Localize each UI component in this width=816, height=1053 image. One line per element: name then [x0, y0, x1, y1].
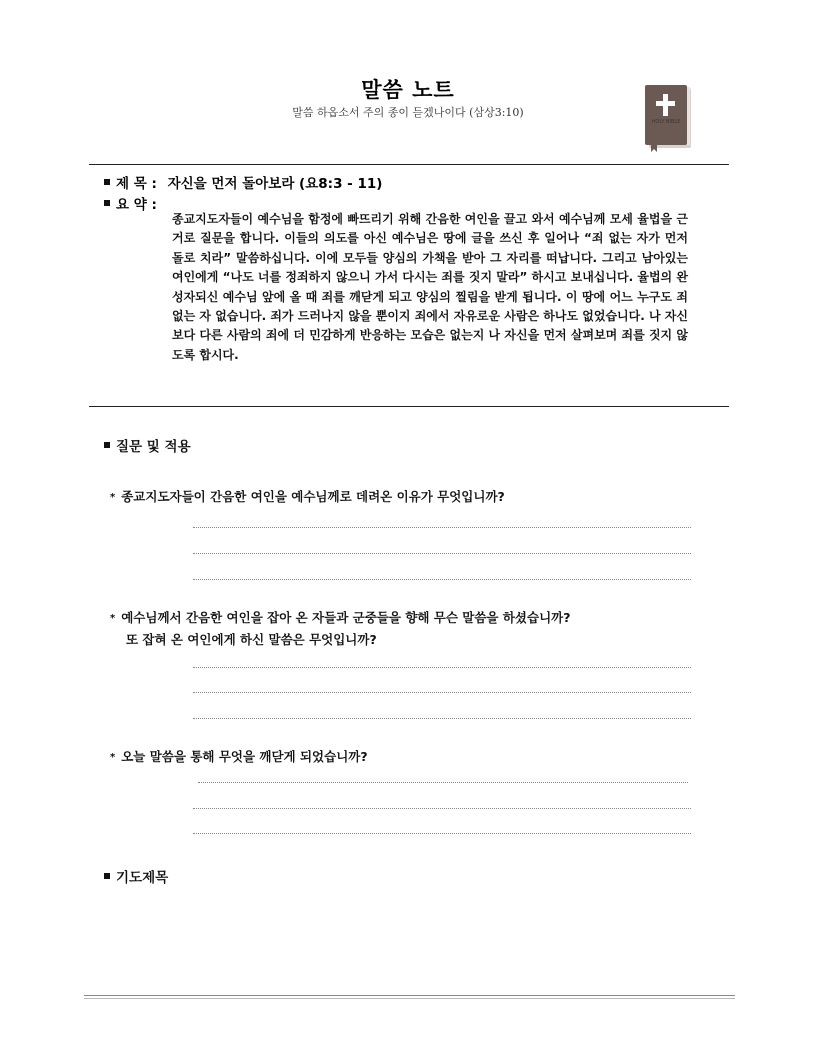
answer-line-2c[interactable] — [193, 718, 691, 719]
answer-line-2b[interactable] — [193, 692, 691, 693]
answer-line-3b[interactable] — [193, 808, 691, 809]
summary-label-row — [104, 193, 157, 213]
title-label: 제 목 : — [116, 176, 157, 192]
summary-divider — [89, 406, 729, 407]
footer-rule-bottom — [84, 998, 735, 999]
question-1 — [110, 487, 710, 509]
bullet-square-icon — [104, 873, 110, 879]
bullet-square-icon — [104, 442, 110, 448]
prayer-section-label: 기도제목 — [116, 870, 169, 886]
answer-line-1a[interactable] — [193, 527, 691, 528]
answer-line-3a[interactable] — [198, 782, 688, 783]
star-icon: * — [110, 613, 116, 624]
question-2-text-line2: 또 잡혀 온 여인에게 하신 말씀은 무엇입니까? — [126, 632, 377, 647]
prayer-section-heading — [104, 866, 168, 886]
star-icon: * — [110, 492, 116, 503]
bible-cover-text: HOLY BIBLE — [651, 119, 681, 125]
page-title: 말씀 노트 — [361, 78, 455, 102]
header-divider — [89, 164, 729, 165]
question-2-text-line1: 예수님께서 간음한 여인을 잡아 온 자들과 군중들을 향해 무슨 말씀을 하셨습니까? — [121, 610, 571, 625]
questions-section-label: 질문 및 적용 — [116, 439, 191, 455]
bullet-square-icon — [104, 179, 110, 185]
sermon-title: 자신을 먼저 돌아보라 (요8:3 - 11) — [167, 176, 383, 192]
page-subtitle: 말씀 하옵소서 주의 종이 듣겠나이다 (삼상3:10) — [292, 106, 524, 119]
answer-line-1c[interactable] — [193, 579, 691, 580]
bible-book-icon — [641, 84, 693, 152]
answer-line-1b[interactable] — [193, 553, 691, 554]
answer-line-3c[interactable] — [193, 833, 691, 834]
question-3 — [110, 747, 710, 769]
footer-rule-top — [84, 995, 735, 996]
summary-text: 종교지도자들이 예수님을 함정에 빠뜨리기 위해 간음한 여인을 끌고 와서 예수님께 모세 율법을 근거로 질문을 합니다. 이들의 의도를 아신 예수님은 땅에 글을 쓰신 후 일어나 “죄 없는 자가 먼저 돌로 치라” 말씀하십니다. 이에 모두들 양심의 가책을 받아 그 자리를 떠납니다. 그리고 남아있는 여인에게 “나도 너를 정죄하지 않으니 가서 다시는 죄를 짓지 말라” 하시고 보내십니다. 율법의 완성자되신 예수님 앞에 올 때 죄를 깨닫게 되고 양심의 찔림을 받게 됩니다. 이 땅에 어느 누구도 죄 없는 자 없습니다. 죄가 드러나지 않을 뿐이지 죄에서 자유로운 사람은 하나도 없었습니다. 나 자신보다 다른 사람의 죄에 더 민감하게 반응하는 모습은 없는지 나 자신을 먼저 살펴보며 죄를 짓지 않도록 합시다. — [172, 212, 688, 362]
question-1-text: 종교지도자들이 간음한 여인을 예수님께로 데려온 이유가 무엇입니까? — [121, 489, 505, 504]
bullet-square-icon — [104, 200, 110, 206]
answer-line-2a[interactable] — [193, 667, 691, 668]
summary-label: 요 약 : — [116, 197, 157, 213]
questions-section-heading — [104, 435, 191, 455]
question-3-text: 오늘 말씀을 통해 무엇을 깨닫게 되었습니까? — [121, 749, 368, 764]
sermon-title-row — [104, 172, 382, 192]
star-icon: * — [110, 752, 116, 763]
question-2 — [110, 608, 710, 650]
